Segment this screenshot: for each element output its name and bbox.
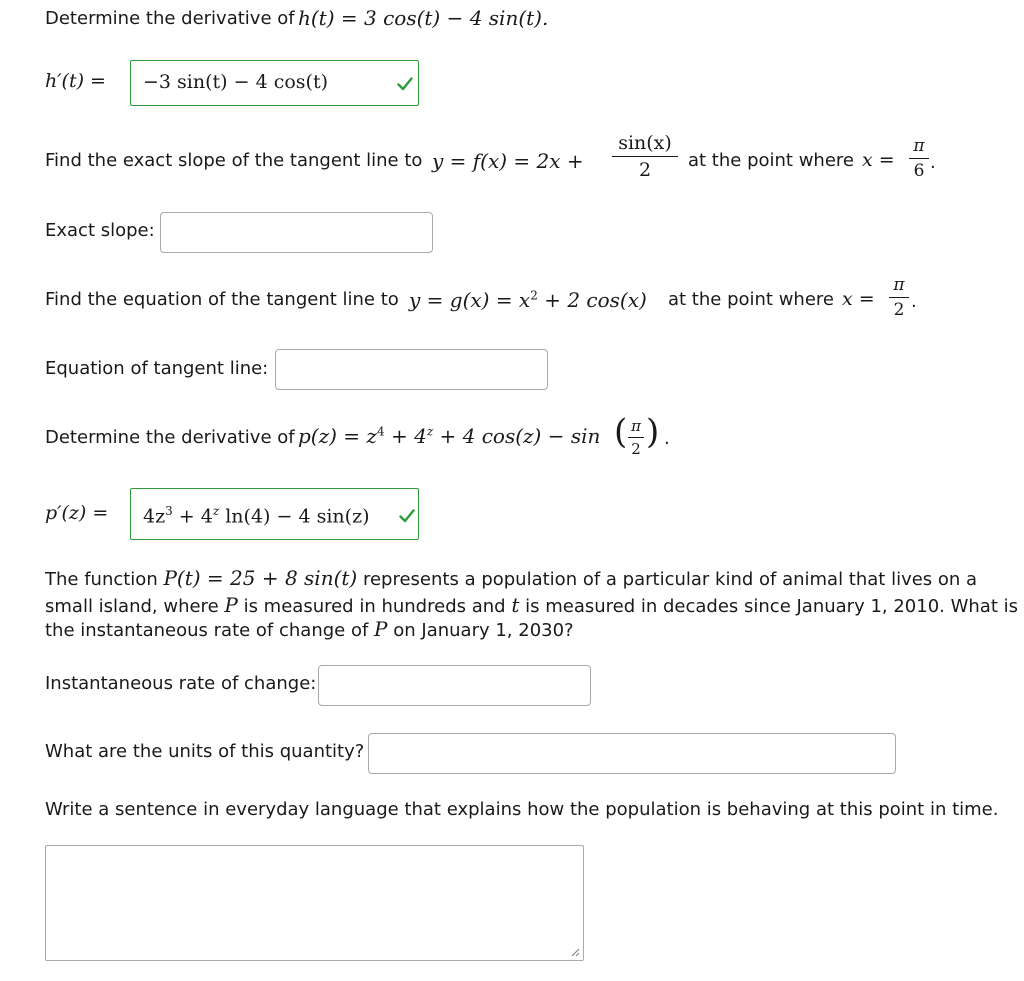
pi-symbol: π xyxy=(893,275,905,295)
q3-label: Equation of tangent line: xyxy=(45,358,269,379)
q4-function xyxy=(298,424,600,448)
q3-function-main: y = g(x) = x xyxy=(409,288,531,312)
q2-slope-label: Exact slope: xyxy=(45,220,155,241)
q5-units-label: What are the units of this quantity? xyxy=(45,741,365,762)
q5-line1-a: The function xyxy=(45,569,158,590)
q4-term-a-exp: 4 xyxy=(376,424,385,439)
rate-input[interactable] xyxy=(319,666,590,705)
q5-units-field[interactable] xyxy=(368,733,896,774)
q2-function: y = f(x) = 2x + xyxy=(432,149,584,173)
q4-term-c: + 4 cos(z) − sin xyxy=(439,424,601,448)
fraction-bar xyxy=(628,437,644,438)
q3-function-exponent: 2 xyxy=(530,288,538,303)
pi-symbol: π xyxy=(631,417,641,435)
q3-prompt: Find the equation of the tangent line to xyxy=(45,289,399,310)
units-input[interactable] xyxy=(369,734,895,773)
q5-rate-field[interactable] xyxy=(318,665,591,706)
q4-answer-a-exp: 3 xyxy=(165,504,173,518)
sentence-textarea[interactable] xyxy=(46,846,583,960)
fraction-bar xyxy=(612,156,678,157)
q4-prompt: Determine the derivative of xyxy=(45,427,295,448)
q1-answer-label: h′(t) = xyxy=(45,70,106,92)
q5-rate-label: Instantaneous rate of change: xyxy=(45,673,317,694)
q2-fraction-denominator: 2 xyxy=(638,159,652,181)
q5-line-1 xyxy=(45,566,977,590)
q5-var-P: P xyxy=(374,617,388,641)
q3-function xyxy=(409,288,647,312)
q3-point-fraction xyxy=(889,275,909,320)
q1-answer-value: −3 sin(t) − 4 cos(t) xyxy=(143,71,328,93)
q2-suffix: at the point where xyxy=(688,150,854,171)
q1-prompt: Determine the derivative of xyxy=(45,8,295,29)
q2-point-fraction xyxy=(909,136,929,181)
q2-point-var: x = xyxy=(862,149,895,171)
q3-function-tail: + 2 cos(x) xyxy=(544,288,647,312)
q2-slope-field[interactable] xyxy=(160,212,433,253)
q5-population-function: P(t) = 25 + 8 sin(t) xyxy=(163,566,358,590)
q4-fraction xyxy=(628,417,644,458)
q5-var-t: t xyxy=(511,593,520,617)
q5-line2-c: is measured in decades since January 1, 2010. What is xyxy=(525,596,1018,617)
q4-term-a: p(z) = z xyxy=(298,424,377,448)
check-icon xyxy=(399,509,415,523)
q3-point-denominator: 2 xyxy=(893,300,905,320)
q2-fraction-numerator: sin(x) xyxy=(618,132,672,154)
slope-input[interactable] xyxy=(161,213,432,252)
q3-period: . xyxy=(911,291,917,312)
pi-symbol: π xyxy=(913,136,925,156)
q4-answer-c: ln(4) − 4 sin(z) xyxy=(225,505,370,528)
fraction-bar xyxy=(889,297,909,298)
q5-line-3 xyxy=(45,617,574,641)
q2-fraction xyxy=(612,132,678,181)
q5-sentence-field[interactable] xyxy=(45,845,584,961)
q5-var-P: P xyxy=(224,593,238,617)
q5-line2-a: small island, where xyxy=(45,596,219,617)
check-icon xyxy=(397,77,413,91)
q3-suffix: at the point where xyxy=(668,289,834,310)
q5-line-2 xyxy=(45,593,1018,617)
q3-point-var: x = xyxy=(842,288,875,310)
q4-fraction-denominator: 2 xyxy=(631,440,641,458)
q2-period: . xyxy=(930,152,936,173)
q5-line2-b: is measured in hundreds and xyxy=(243,596,506,617)
q2-point-denominator: 6 xyxy=(913,161,925,181)
q4-term-b-exp: z xyxy=(426,424,434,439)
q4-answer-b: + 4 xyxy=(178,505,213,528)
q2-prompt: Find the exact slope of the tangent line to xyxy=(45,150,423,171)
q4-answer-field[interactable] xyxy=(130,488,419,540)
q5-line1-b: represents a population of a particular kind of animal that lives on a xyxy=(362,569,978,590)
left-paren: ( xyxy=(614,412,628,452)
q1-function: h(t) = 3 cos(t) − 4 sin(t). xyxy=(298,6,549,30)
q4-period: . xyxy=(664,428,670,449)
q4-answer-a: 4z xyxy=(143,505,166,528)
q3-tangent-field[interactable] xyxy=(275,349,548,390)
q5-line3-b: on January 1, 2030? xyxy=(393,620,574,641)
q4-answer-value xyxy=(143,504,370,527)
tangent-line-input[interactable] xyxy=(276,350,547,389)
resize-grip-icon[interactable] xyxy=(570,947,580,957)
q4-term-b: + 4 xyxy=(390,424,427,448)
q4-answer-label: p′(z) = xyxy=(45,502,109,524)
q4-answer-b-exp: z xyxy=(212,504,220,518)
right-paren: ) xyxy=(646,412,660,452)
q5-sentence-prompt: Write a sentence in everyday language that explains how the population is behaving at this point in time. xyxy=(45,799,999,820)
q1-answer-field[interactable] xyxy=(130,60,419,106)
q5-line3-a: the instantaneous rate of change of xyxy=(45,620,369,641)
fraction-bar xyxy=(909,158,929,159)
